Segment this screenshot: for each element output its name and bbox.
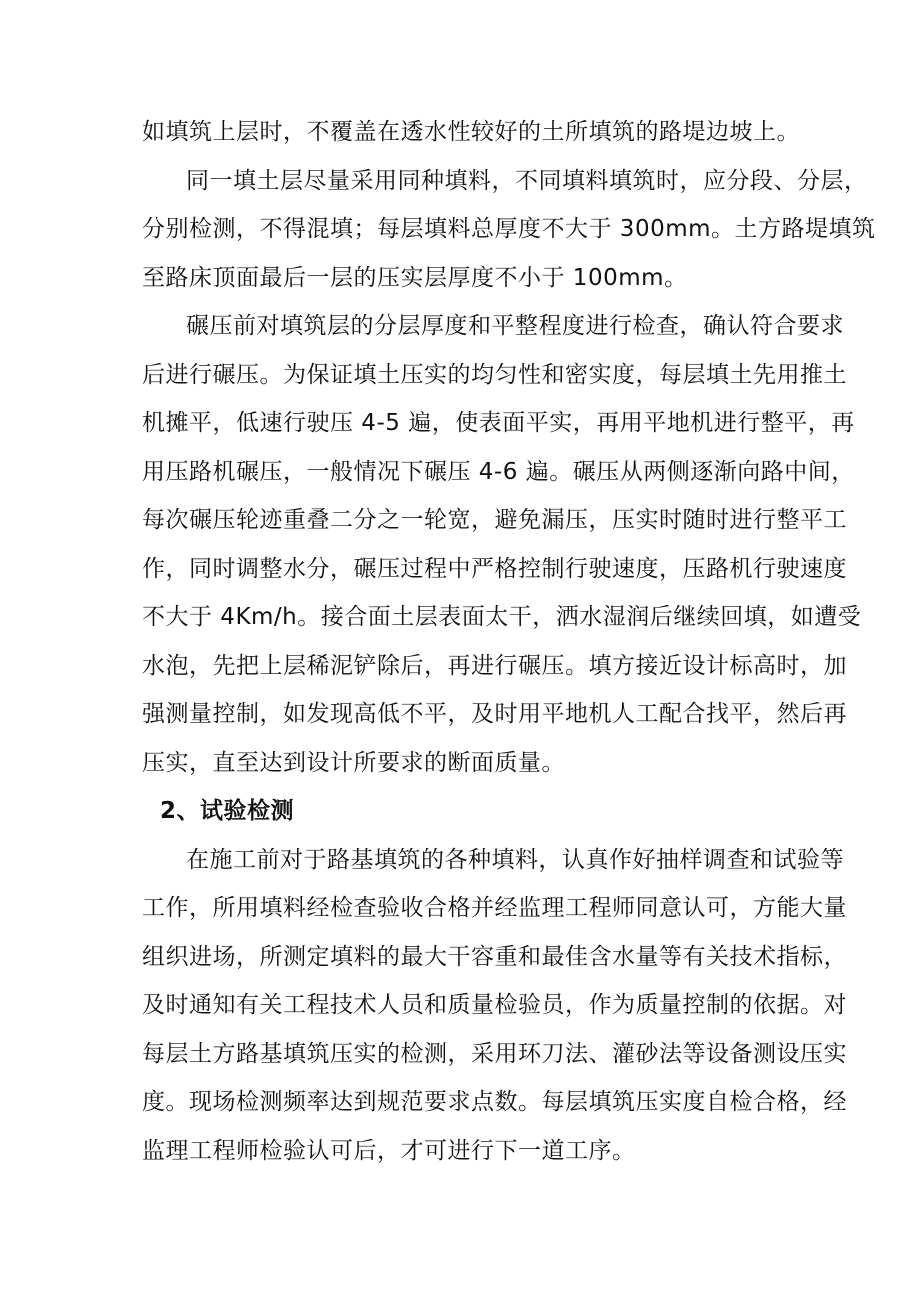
text-line: 每次碾压轮迹重叠二分之一轮宽，避免漏压，压实时随时进行整平工 xyxy=(142,507,847,533)
text-line: 用压路机碾压，一般情况下碾压 4-6 遍。碾压从两侧逐渐向路中间， xyxy=(142,458,855,485)
text-line: 及时通知有关工程技术人员和质量检验员，作为质量控制的依据。对 xyxy=(142,992,847,1018)
paragraph-compaction xyxy=(142,302,862,787)
text-line: 水泡，先把上层稀泥铲除后，再进行碾压。填方接近设计标高时，加 xyxy=(142,652,847,679)
section-heading-text: 2、试验检测 xyxy=(160,798,295,824)
text-line: 监理工程师检验认可后，才可进行下一道工序。 xyxy=(142,1137,636,1164)
paragraph-testing xyxy=(142,836,847,1176)
text-line: 不大于 4Km/h。接合面土层表面太干，洒水湿润后继续回填，如遭受 xyxy=(142,604,862,630)
text-line: 作，同时调整水分，碾压过程中严格控制行驶速度，压路机行驶速度 xyxy=(142,555,847,582)
text-line: 后进行碾压。为保证填土压实的均匀性和密实度，每层填土先用推土 xyxy=(142,361,847,388)
text-line: 组织进场，所测定填料的最大干容重和最佳含水量等有关技术指标， xyxy=(142,943,847,970)
text-line: 强测量控制，如发现高低不平，及时用平地机人工配合找平，然后再 xyxy=(142,701,847,727)
text-line: 至路床顶面最后一层的压实层厚度不小于 100mm。 xyxy=(142,264,688,291)
text-line: 度。现场检测频率达到规范要求点数。每层填筑压实度自检合格，经 xyxy=(142,1089,847,1115)
text-line: 同一填土层尽量采用同种填料，不同填料填筑时，应分段、分层， xyxy=(186,167,868,194)
text-line: 分别检测，不得混填；每层填料总厚度不大于 300mm。土方路堤填筑 xyxy=(142,216,876,242)
text-line: 压实，直至达到设计所要求的断面质量。 xyxy=(142,749,565,776)
text-line: 机摊平，低速行驶压 4-5 遍，使表面平实，再用平地机进行整平，再 xyxy=(142,410,855,436)
section-heading xyxy=(142,787,782,836)
text-line: 如填筑上层时，不覆盖在透水性较好的土所填筑的路堤边坡上。 xyxy=(142,119,800,145)
text-line: 每层土方路基填筑压实的检测，采用环刀法、灌砂法等设备测设压实 xyxy=(142,1040,847,1067)
text-line: 工作，所用填料经检查验收合格并经监理工程师同意认可，方能大量 xyxy=(142,895,847,921)
document-body xyxy=(142,108,876,1175)
paragraph-continuation xyxy=(142,108,800,157)
text-line: 碾压前对填筑层的分层厚度和平整程度进行检查，确认符合要求 xyxy=(186,313,844,339)
paragraph-fill-layers xyxy=(142,157,876,303)
text-line: 在施工前对于路基填筑的各种填料，认真作好抽样调查和试验等 xyxy=(186,846,844,873)
